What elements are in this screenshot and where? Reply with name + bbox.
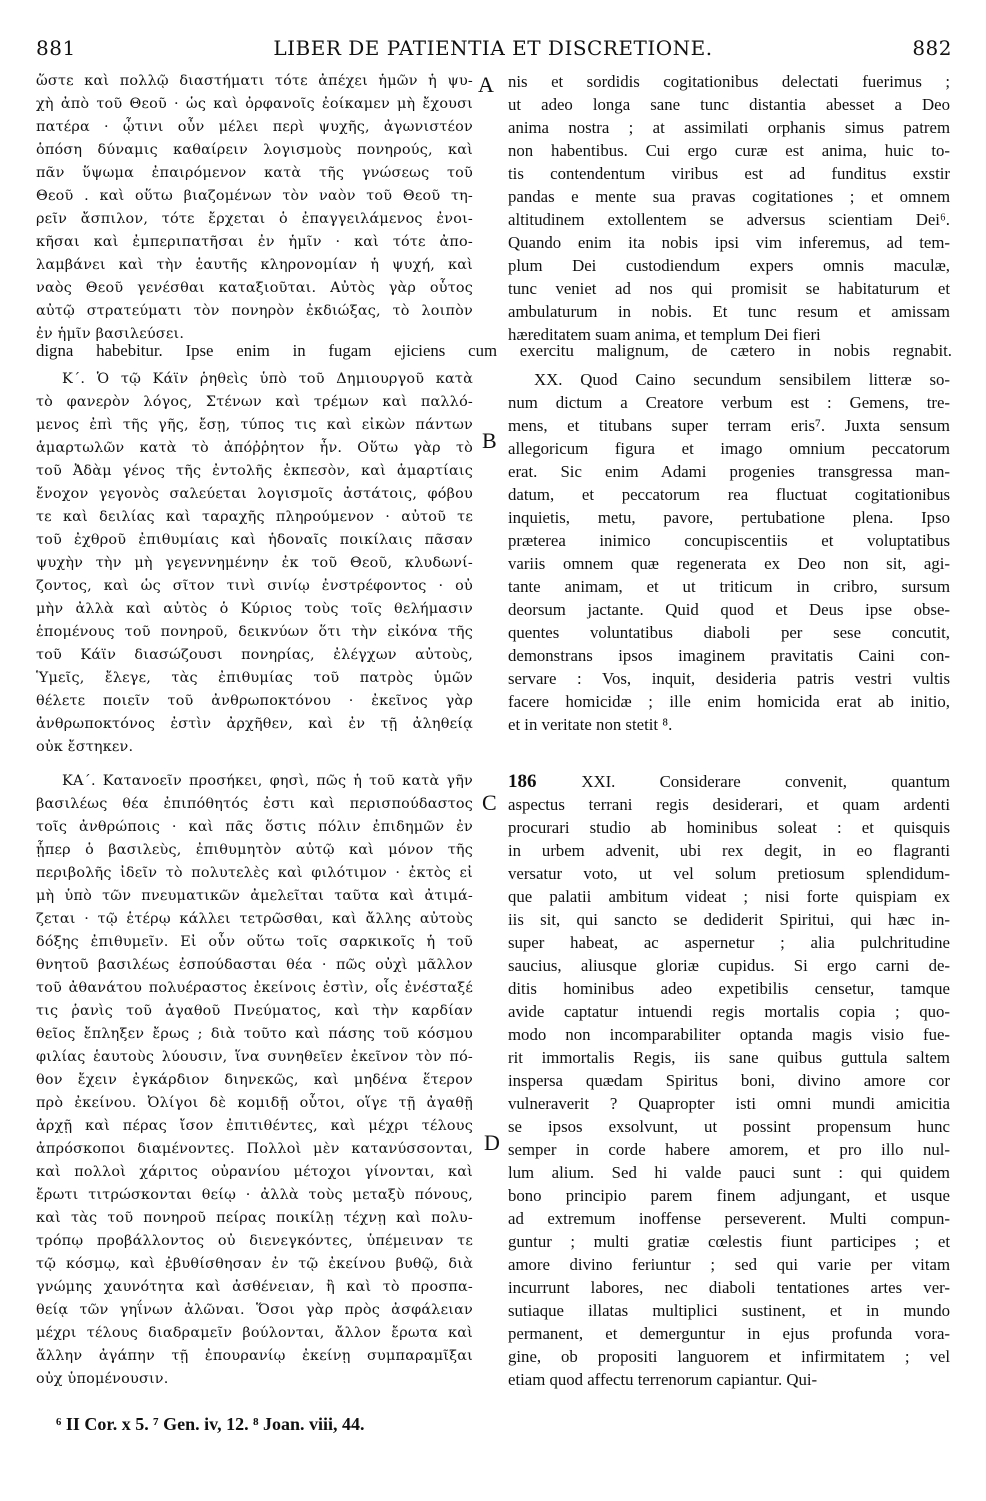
text-line: καὶ πολλοὶ χάριτος οὐρανίου μέτοχοι γίνονται, καὶ bbox=[36, 1164, 473, 1180]
text-line: τρόπῳ προβάλλοντος οὐ διενεγκόντες, ὑπέμειναν τε bbox=[36, 1233, 473, 1249]
text-line: deorsum jactante. Quid quod et Deus ipse obse- bbox=[508, 600, 950, 619]
text-line: non habentibus. Cui ergo curæ est anima, huic to- bbox=[508, 141, 950, 160]
text-line: περιβολῆς ἰδεῖν τὸ πολυτελὲς καὶ φιλότιμον · ἐκτὸς εἰ bbox=[36, 865, 473, 881]
text-line: τοῦ ἐχθροῦ ἐπιθυμίαις καὶ ἡδοναῖς ποικίλαις πᾶσαν bbox=[36, 532, 473, 548]
text-line: rit immortalis Regis, iis sane quibus guttula saltem bbox=[508, 1048, 950, 1067]
text-line: θεῖος ἔπληξεν ἔρως ; διὰ τοῦτο καὶ πάσης τοῦ κόσμου bbox=[36, 1026, 473, 1042]
text-line: μέχρι τέλους διαδραμεῖν βούλονται, ἄλλον ἔρωτα καὶ bbox=[36, 1325, 473, 1341]
text-line: in urbem advenit, ubi rex degit, in eo flagranti bbox=[508, 841, 950, 860]
text-line: saucius, aliusque gloriæ cupidus. Si ergo carni de- bbox=[508, 956, 950, 975]
text-line: γνώμης χαυνότητα καὶ ἀσθένειαν, ἢ καὶ τὸ προσπα- bbox=[36, 1279, 473, 1295]
text-line: ἄλλην ἀγάπην τῇ ἐπουρανίῳ ἐκείνῃ συμπαραμῖξαι bbox=[36, 1348, 473, 1364]
margin-marker-d: D bbox=[484, 1130, 500, 1155]
text-line: θέλετε ποιεῖν τοῦ ἀνθρωποκτόνου · ἐκεῖνος γὰρ bbox=[36, 693, 473, 709]
text-line: θον ἔχειν ἐγκάρδιον διηνεκῶς, καὶ μηδένα ἕτερον bbox=[36, 1072, 473, 1088]
text-line: variis omnem quæ regenerata ex Deo non sit, agi- bbox=[508, 554, 950, 573]
text-line: αὐτῷ στρατεύματι τὸν πονηρὸν ἐκδιώξας, τὸ λοιπὸν bbox=[36, 303, 473, 319]
text-line: avide captatur intuendi regis mortalis copia ; quo- bbox=[508, 1002, 950, 1021]
text-line: tis contendentum viribus est ad funditus exstir bbox=[508, 164, 950, 183]
text-line: demonstrans ipsos imaginem pravitatis Caini con- bbox=[508, 646, 950, 665]
text-line: τὸ φανερὸν λόγος, Στένων καὶ τρέμων καὶ παλλό- bbox=[36, 394, 473, 410]
greek-column-block-1 bbox=[36, 70, 473, 346]
text-line: tante animam, et ut triticum in cribro, sursum bbox=[508, 577, 950, 596]
text-line: θνητοῦ βασιλέως ἐσπούδασται θέα · πῶς οὐχὶ μᾶλλον bbox=[36, 957, 473, 973]
text-line: φιλίας ἑαυτοὺς λύουσιν, ἵνα συνηθεῖεν ἐκεῖνον τὸν πό- bbox=[36, 1049, 473, 1065]
text-line: præterea inimico concupiscentiis et voluptatibus bbox=[508, 531, 950, 550]
text-line: οὐχ ὑπομένουσιν. bbox=[36, 1371, 169, 1387]
text-line: οὐκ ἔστηκεν. bbox=[36, 739, 134, 755]
text-line: τις ῥανὶς τοῦ ἀγαθοῦ Πνεύματος, καὶ τὴν καρδίαν bbox=[36, 1003, 473, 1019]
text-line: ἔνοχον γεγονὸς σαλεύεται λογισμοῖς ἀστάτοις, φόβου bbox=[36, 486, 473, 502]
text-line: ἀρχῇ καὶ πέρας ἴσον ἐπιτιθέντες, καὶ μέχρι τέλους bbox=[36, 1118, 473, 1134]
text-line: χὴ ἀπὸ τοῦ Θεοῦ · ὡς καὶ ὀρφανοῖς ἐοίκαμεν μὴ ἔχουσι bbox=[36, 96, 473, 112]
text-line: semper in corde habere amorem, et pro illo nul- bbox=[508, 1140, 950, 1159]
text-line: πρὸ ἐκείνου. Ὀλίγοι δὲ κομιδῇ οὗτοι, οἵγε τῇ ἀγαθῇ bbox=[36, 1095, 473, 1111]
text-line: altitudinem extollentem se adversus scientiam Dei⁶. bbox=[508, 210, 950, 229]
text-line-body: XXI. Considerare convenit, quantum bbox=[581, 772, 950, 791]
text-line: ζεται · τῷ ἑτέρῳ κάλλει τετρῶσθαι, καὶ ἄλλης αὐτοὺς bbox=[36, 911, 473, 927]
text-line: mens, et titubans super terram eris⁷. Juxta sensum bbox=[508, 416, 950, 435]
text-line: guntur ; multi gratiæ cœlestis fiunt participes ; et bbox=[508, 1232, 950, 1251]
text-line: λαμβάνει καὶ τὴν ἑαυτῆς κληρονομίαν ἡ ψυχή, καὶ bbox=[36, 257, 473, 273]
text-line: datum, et peccatorum rea fluctuat cogitationibus bbox=[508, 485, 950, 504]
text-line: τοῦ Ἀδὰμ γένος τῆς ἐντολῆς ἐκπεσὸν, καὶ ἁμαρτίαις bbox=[36, 463, 473, 479]
text-line: ἑπομένους τοῦ πονηροῦ, δεικνύων ὅτι τὴν εἰκόνα τῆς bbox=[36, 624, 473, 640]
text-line: XX. Quod Caino secundum sensibilem litteræ so- bbox=[534, 370, 950, 389]
text-line: plum Dei custodiendum expers omnis maculæ, bbox=[508, 256, 950, 275]
text-line: ditis hominibus adeo expetibilis censetur, tamque bbox=[508, 979, 950, 998]
text-line: gine, ob propositi languorem et infirmitatem ; vel bbox=[508, 1347, 950, 1366]
text-line: etiam quod affectu terrenorum capiantur. Qui- bbox=[508, 1370, 818, 1389]
text-line: ζοντος, καὶ ὡς σῖτον τινὶ σινίῳ ἐνστρέφοντος · οὐ bbox=[36, 578, 473, 594]
text-line: pandas e mente sua pravas cogitationes ; et omnem bbox=[508, 187, 950, 206]
text-line: se ipsos exsolvunt, ut possint propensum hunc bbox=[508, 1117, 950, 1136]
text-line: bono principio parem finem adjungant, et usque bbox=[508, 1186, 950, 1205]
text-line: ὥστε καὶ πολλῷ διαστήματι τότε ἀπέχει ἡμῶν ἡ ψυ- bbox=[36, 73, 473, 89]
text-line: que palatii ambitum videat ; nisi forte quispiam ex bbox=[508, 887, 950, 906]
text-line: vulneraverit ? Quapropter isti omni mundi amicitia bbox=[508, 1094, 950, 1113]
text-line: erat. Sic enim Adami progenies transgressa man- bbox=[508, 462, 950, 481]
column-number: 186 bbox=[508, 771, 582, 792]
text-line: num dictum a Creatore verbum est : Gemens, tre- bbox=[508, 393, 950, 412]
text-line: Quando enim ita nobis ipsi vim inferemus, ad tem- bbox=[508, 233, 950, 252]
text-line: ἐν ἡμῖν βασιλεύσει. bbox=[36, 326, 185, 342]
text-line: incurrunt labores, nec diaboli tentationes artes ver- bbox=[508, 1278, 950, 1297]
text-line: allegoricum figura et imago omnium peccatorum bbox=[508, 439, 950, 458]
text-line: nis et sordidis cogitationibus delectati fuerimus ; bbox=[508, 72, 950, 91]
text-line: amore divino feriuntur ; sed qui varie per vitam bbox=[508, 1255, 950, 1274]
text-line: τοῖς ἀνθρώποις · καὶ πᾶς ὅστις πόλιν ἐπιδημῶν ἐν bbox=[36, 819, 473, 835]
text-line: modo non incomparabiliter optanda magis visio fue- bbox=[508, 1025, 950, 1044]
latin-column-block-1 bbox=[508, 70, 950, 346]
text-line: procurari studio ab hominibus soleat : et quisquis bbox=[508, 818, 950, 837]
running-title: LIBER DE PATIENTIA ET DISCRETIONE. bbox=[273, 36, 713, 60]
text-line: ΚΑ΄. Κατανοεῖν προσήκει, φησὶ, πῶς ἡ τοῦ κατὰ γῆν bbox=[62, 773, 473, 789]
text-line: ἁμαρτωλῶν κατὰ τὸ ἀπόῤῥητον ἦν. Οὕτω γὰρ τὸ bbox=[36, 440, 473, 456]
text-line: facere homicidæ ; ille enim homicida erat ab initio, bbox=[508, 692, 950, 711]
text-line: ᾗπερ ὁ βασιλεὺς, ἐπιθυμητὸν αὐτῷ καὶ μόνον τῆς bbox=[36, 842, 473, 858]
text-line: et in veritate non stetit ⁸. bbox=[508, 715, 673, 734]
text-line: μενος ἐπὶ τῆς γῆς, ἔσῃ, τύπος τις καὶ εἰκὼν πάντων bbox=[36, 417, 473, 433]
text-line: hæreditatem suam anima, et templum Dei fieri bbox=[508, 325, 821, 344]
text-line: versatur voto, ut vel solum pretiosum splendidum- bbox=[508, 864, 950, 883]
text-line: τε καὶ δειλίας καὶ ταραχῆς πληρούμενον · αὐτοῦ τε bbox=[36, 509, 473, 525]
text-line: Κ΄. Ὁ τῷ Κάϊν ῥηθεὶς ὑπὸ τοῦ Δημιουργοῦ κατὰ bbox=[62, 371, 473, 387]
text-line: ρεῖν ἄσπιλον, τότε ἔρχεται ὁ ἐπαγγειλάμενος ἐνοι- bbox=[36, 211, 473, 227]
text-line: ὁπόση δύναμις καθαίρειν λογισμοὺς πονηρούς, καὶ bbox=[36, 142, 473, 158]
greek-column-block-2 bbox=[36, 368, 473, 759]
latin-column-block-3 bbox=[508, 770, 950, 1391]
text-line: ἀπρόσκοποι διαμένοντες. Πολλοὶ μὲν κατανύσσονται, bbox=[36, 1141, 473, 1157]
text-line: μὴν ἀλλὰ καὶ αὐτὸς ὁ Κύριος τοὺς τοῖς θελήμασιν bbox=[36, 601, 473, 617]
text-line: καὶ τὰς τοῦ πονηροῦ πείρας ποικίλῃ τέχνῃ καὶ πολυ- bbox=[36, 1210, 473, 1226]
margin-marker-b: B bbox=[482, 428, 497, 453]
text-line: anima nostra ; at assimilati orphanis simus patrem bbox=[508, 118, 950, 137]
text-line: aspectus terrani regis desiderari, et quam ardenti bbox=[508, 795, 950, 814]
text-line: inspersa quædam Spiritus boni, divino amore cor bbox=[508, 1071, 950, 1090]
margin-marker-c: C bbox=[482, 790, 497, 815]
text-line: τοῦ ἀθανάτου πολυέραστος ἐκείνοις ἐστὶν, οἷς ἐνέσταξέ bbox=[36, 980, 473, 996]
text-line: μὴ ὑπὸ τῶν πνευματικῶν ἀμελεῖται ταῦτα καὶ ἀτιμά- bbox=[36, 888, 473, 904]
text-line: super habeat, ac aspernetur ; alia pulchritudine bbox=[508, 933, 950, 952]
text-line: πατέρα · ᾧτινι οὖν μέλει περὶ ψυχῆς, ἀγωνιστέον bbox=[36, 119, 473, 135]
text-line: ad extremum inoffense perseverent. Multi compun- bbox=[508, 1209, 950, 1228]
text-line: sutiaque illatas multiplici sustinent, et in mundo bbox=[508, 1301, 950, 1320]
text-line: κῆσαι καὶ ἐμπεριπατῆσαι ἐν ἡμῖν · καὶ τότε ἀπο- bbox=[36, 234, 473, 250]
text-line: πᾶν ὕψωμα ἐπαιρόμενον κατὰ τῆς γνώσεως τοῦ bbox=[36, 165, 473, 181]
text-line: ἀνθρωποκτόνος ἐστὶν ἀρχῆθεν, καὶ ἐν τῇ ἀληθείᾳ bbox=[36, 716, 473, 732]
text-line: iis sit, qui sancto se dediderit Spiritui, qui hæc in- bbox=[508, 910, 950, 929]
text-line: lum alium. Sed hi valde pauci sunt : qui quidem bbox=[508, 1163, 950, 1182]
page-number-right: 882 bbox=[912, 36, 952, 60]
margin-marker-a: A bbox=[478, 72, 494, 97]
text-line: Ὑμεῖς, ἔλεγε, τὰς ἐπιθυμίας τοῦ πατρὸς ὑμῶν bbox=[36, 670, 473, 686]
text-line: τῷ κόσμῳ, καὶ ἐβυθίσθησαν ἐν τῷ ἐκείνου βυθῷ, διὰ bbox=[36, 1256, 473, 1272]
text-line: ναὸς Θεοῦ γενέσθαι καταξιοῦται. Αὐτὸς γὰρ οὗτος bbox=[36, 280, 473, 296]
spanning-line: digna habebitur. Ipse enim in fugam ejiciens cum exercitu malignum, de cætero in nobis regnabit. bbox=[36, 341, 952, 360]
text-line: βασιλέως θέα ἐπιπόθητός ἐστι καὶ περισπούδαστος bbox=[36, 796, 473, 812]
text-line: ambulaturum in nobis. Et tunc resum et amissam bbox=[508, 302, 950, 321]
text-line: quentes voluntatibus diaboli per sese concutit, bbox=[508, 623, 950, 642]
text-line: tunc veniet ad nos qui promisit se habitaturum et bbox=[508, 279, 950, 298]
footnotes: ⁶ II Cor. x 5. ⁷ Gen. iv, 12. ⁸ Joan. viii, 44. bbox=[56, 1414, 365, 1434]
text-line: permanent, et demerguntur in ejus profunda vora- bbox=[508, 1324, 950, 1343]
text-line: δόξης ἐπιθυμεῖν. Εἰ οὖν οὕτω τοῖς σαρκικοῖς ἡ τοῦ bbox=[36, 934, 473, 950]
text-line: Θεοῦ . καὶ οὕτω βιαζομένων τὸν ναὸν τοῦ Θεοῦ τη- bbox=[36, 188, 473, 204]
text-line: ψυχὴν τὴν μὴ γεγεννημένην ἐκ τοῦ Θεοῦ, κλυδωνί- bbox=[36, 555, 473, 571]
text-line: ἔρωτι τιτρώσκονται θείῳ · ἀλλὰ τοὺς μεταξὺ πόνους, bbox=[36, 1187, 473, 1203]
text-line: servare : Vos, inquit, desideria patris vestri vultis bbox=[508, 669, 950, 688]
text-line bbox=[508, 770, 950, 793]
text-line: τοῦ Κάϊν διασώζουσι πονηρίας, ἐλέγχων αὐτοὺς, bbox=[36, 647, 473, 663]
text-line: ut adeo longa sane tunc distantia abesset a Deo bbox=[508, 95, 950, 114]
text-line: θείᾳ τῶν γηΐνων ἀλῶναι. Ὅσοι γὰρ πρὸς ἀσφάλειαν bbox=[36, 1302, 473, 1318]
greek-column-block-3 bbox=[36, 770, 473, 1391]
page-number-left: 881 bbox=[36, 36, 76, 60]
latin-column-block-2 bbox=[508, 368, 950, 736]
text-line: inquietis, metu, pavore, pertubatione plena. Ipso bbox=[508, 508, 950, 527]
